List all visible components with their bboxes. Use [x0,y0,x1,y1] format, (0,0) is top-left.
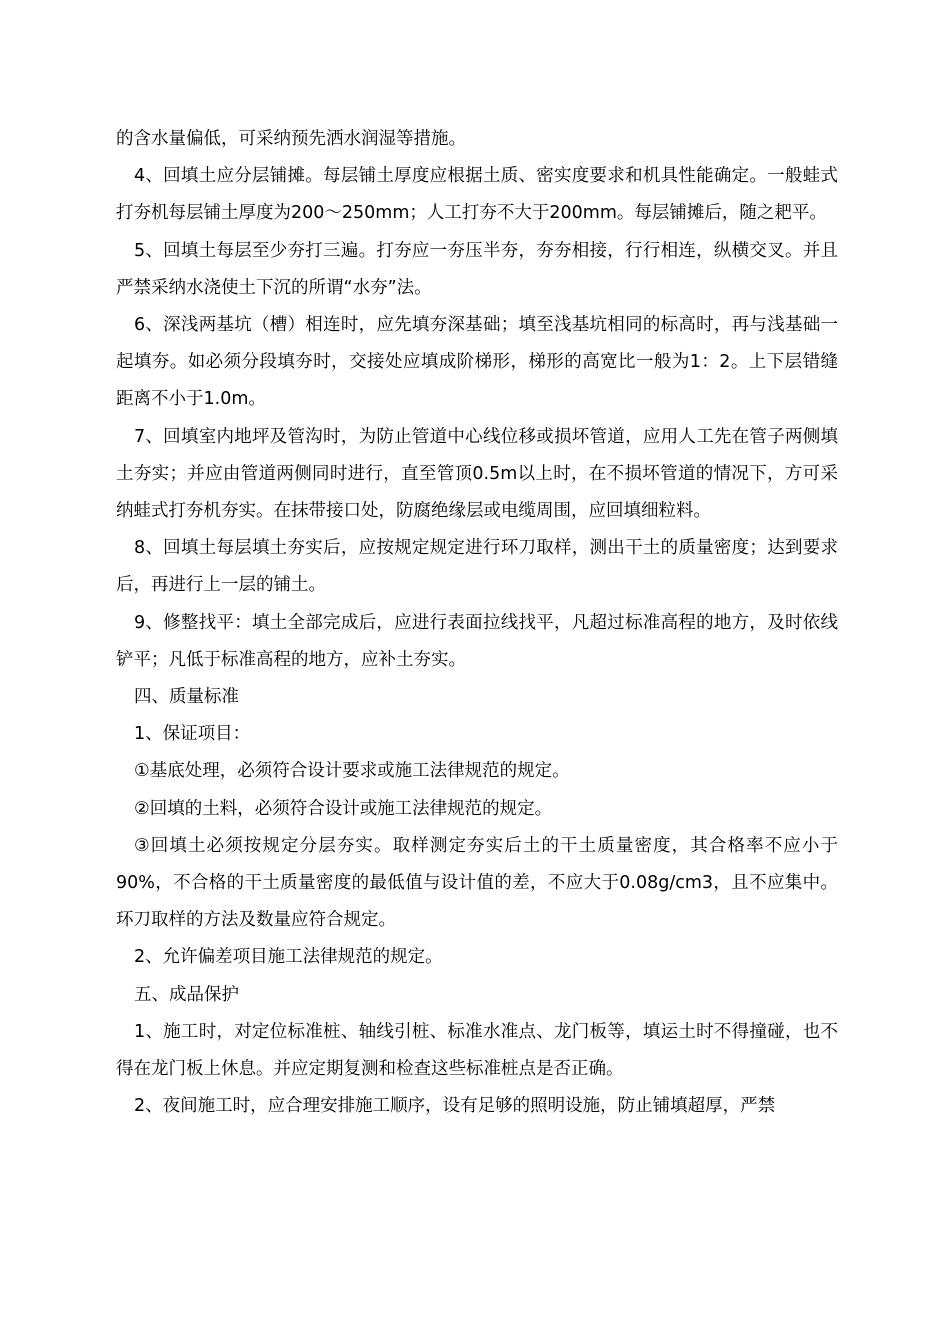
paragraph: 7、回填室内地坪及管沟时，为防止管道中心线位移或损坏管道，应用人工先在管子两侧填土夯实；并应由管道两侧同时进行，直至管顶0.5m以上时，在不损坏管道的情况下，方可采纳蛙式打夯机夯实。在抹带接口处，防腐绝缘层或电缆周围，应回填细粒料。 [116,426,838,522]
paragraph: 2、夜间施工时，应合理安排施工顺序，设有足够的照明设施，防止铺填超厚，严禁 [134,1096,776,1117]
paragraph: 4、回填土应分层铺摊。每层铺土厚度应根据土质、密实度要求和机具性能确定。一般蛙式打夯机每层铺土厚度为200～250mm；人工打夯不大于200mm。每层铺摊后，随之耙平。 [116,166,838,224]
paragraph: ①基底处理，必须符合设计要求或施工法律规范的规定。 [134,761,570,782]
section-heading: 四、质量标准 [134,687,239,708]
subsection-heading: 1、保证项目： [134,724,251,745]
paragraph: 1、施工时，对定位标准桩、轴线引桩、标准水准点、龙门板等，填运土时不得撞碰，也不得在龙门板上休息。并应定期复测和检查这些标准桩点是否正确。 [116,1021,838,1080]
paragraph: 9、修整找平：填土全部完成后，应进行表面拉线找平，凡超过标准高程的地方，及时依线铲平；凡低于标准高程的地方，应补土夯实。 [116,612,838,670]
paragraph: 的含水量偏低，可采纳预先洒水润湿等措施。 [116,129,466,149]
document-body [116,121,838,1125]
paragraph: 8、回填土每层填土夯实后，应按规定规定进行环刀取样，测出干土的质量密度；达到要求后，再进行上一层的铺土。 [116,538,838,596]
section-heading: 五、成品保护 [134,984,239,1005]
paragraph: ③回填土必须按规定分层夯实。取样测定夯实后土的干土质量密度，其合格率不应小于90%，不合格的干土质量密度的最低值与设计值的差，不应大于0.08g/cm3，且不应集中。环刀取样的方法及数量应符合规定。 [116,835,838,931]
paragraph: 5、回填土每层至少夯打三遍。打夯应一夯压半夯，夯夯相接，行行相连，纵横交叉。并且严禁采纳水浇使土下沉的所谓“水夯”法。 [116,240,838,298]
paragraph: 6、深浅两基坑（槽）相连时，应先填夯深基础；填至浅基坑相同的标高时，再与浅基础一起填夯。如必须分段填夯时，交接处应填成阶梯形，梯形的高宽比一般为1：2。上下层错缝距离不小于1.0m。 [116,315,838,410]
paragraph: ②回填的土料，必须符合设计或施工法律规范的规定。 [134,798,553,819]
paragraph: 2、允许偏差项目施工法律规范的规定。 [134,947,443,968]
